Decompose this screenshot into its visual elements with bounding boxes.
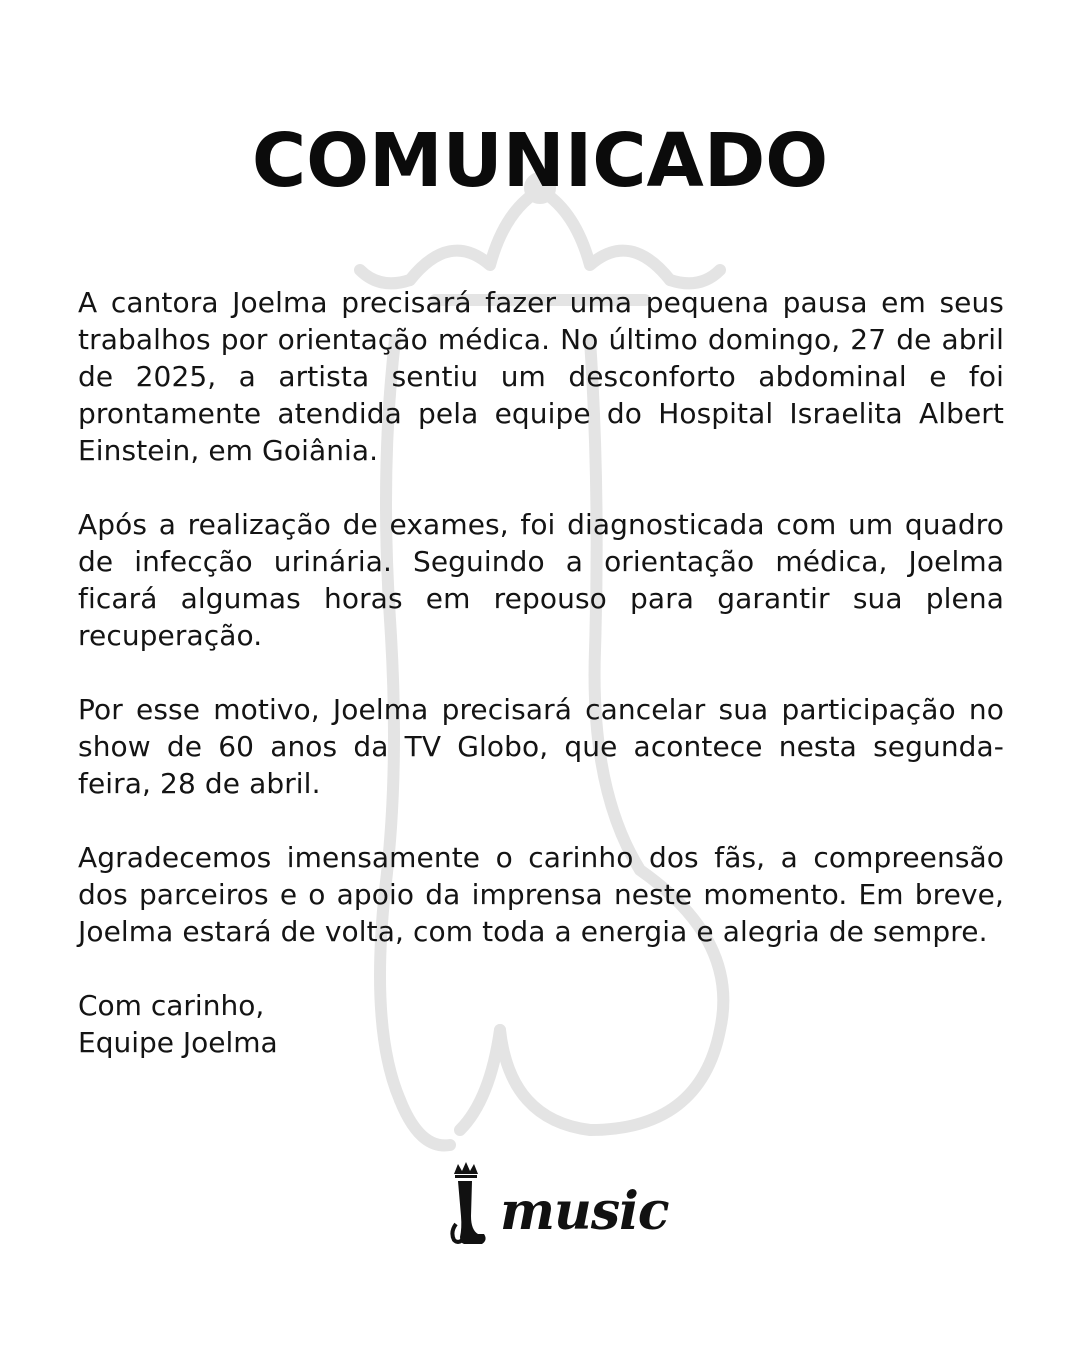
paragraph-3: Por esse motivo, Joelma precisará cancelar sua participação no show de 60 anos da TV Globo, que acontece nesta segunda-feira, 28 de abril.	[78, 693, 1004, 800]
crown-boot-logo-icon	[448, 1160, 508, 1250]
paragraph-2: Após a realização de exames, foi diagnosticada com um quadro de infecção urinária. Seguindo a orientação médica, Joelma ficará algumas horas em repouso para garantir sua plena recuperação.	[78, 508, 1004, 652]
page-title: COMUNICADO	[251, 118, 829, 204]
signature-team: Equipe Joelma	[78, 1026, 278, 1059]
announcement-body	[78, 284, 1004, 1061]
logo-wordmark: music	[500, 1181, 669, 1242]
paragraph-1: A cantora Joelma precisará fazer uma pequena pausa em seus trabalhos por orientação médica. No último domingo, 27 de abril de 2025, a artista sentiu um desconforto abdominal e foi prontamente atendida pela equipe do Hospital Israelita Albert Einstein, em Goiânia.	[78, 286, 1004, 467]
signature-closing: Com carinho,	[78, 989, 265, 1022]
paragraph-4: Agradecemos imensamente o carinho dos fãs, a compreensão dos parceiros e o apoio da imprensa neste momento. Em breve, Joelma estará de volta, com toda a energia e alegria de sempre.	[78, 841, 1004, 948]
music-logo	[448, 1160, 669, 1250]
